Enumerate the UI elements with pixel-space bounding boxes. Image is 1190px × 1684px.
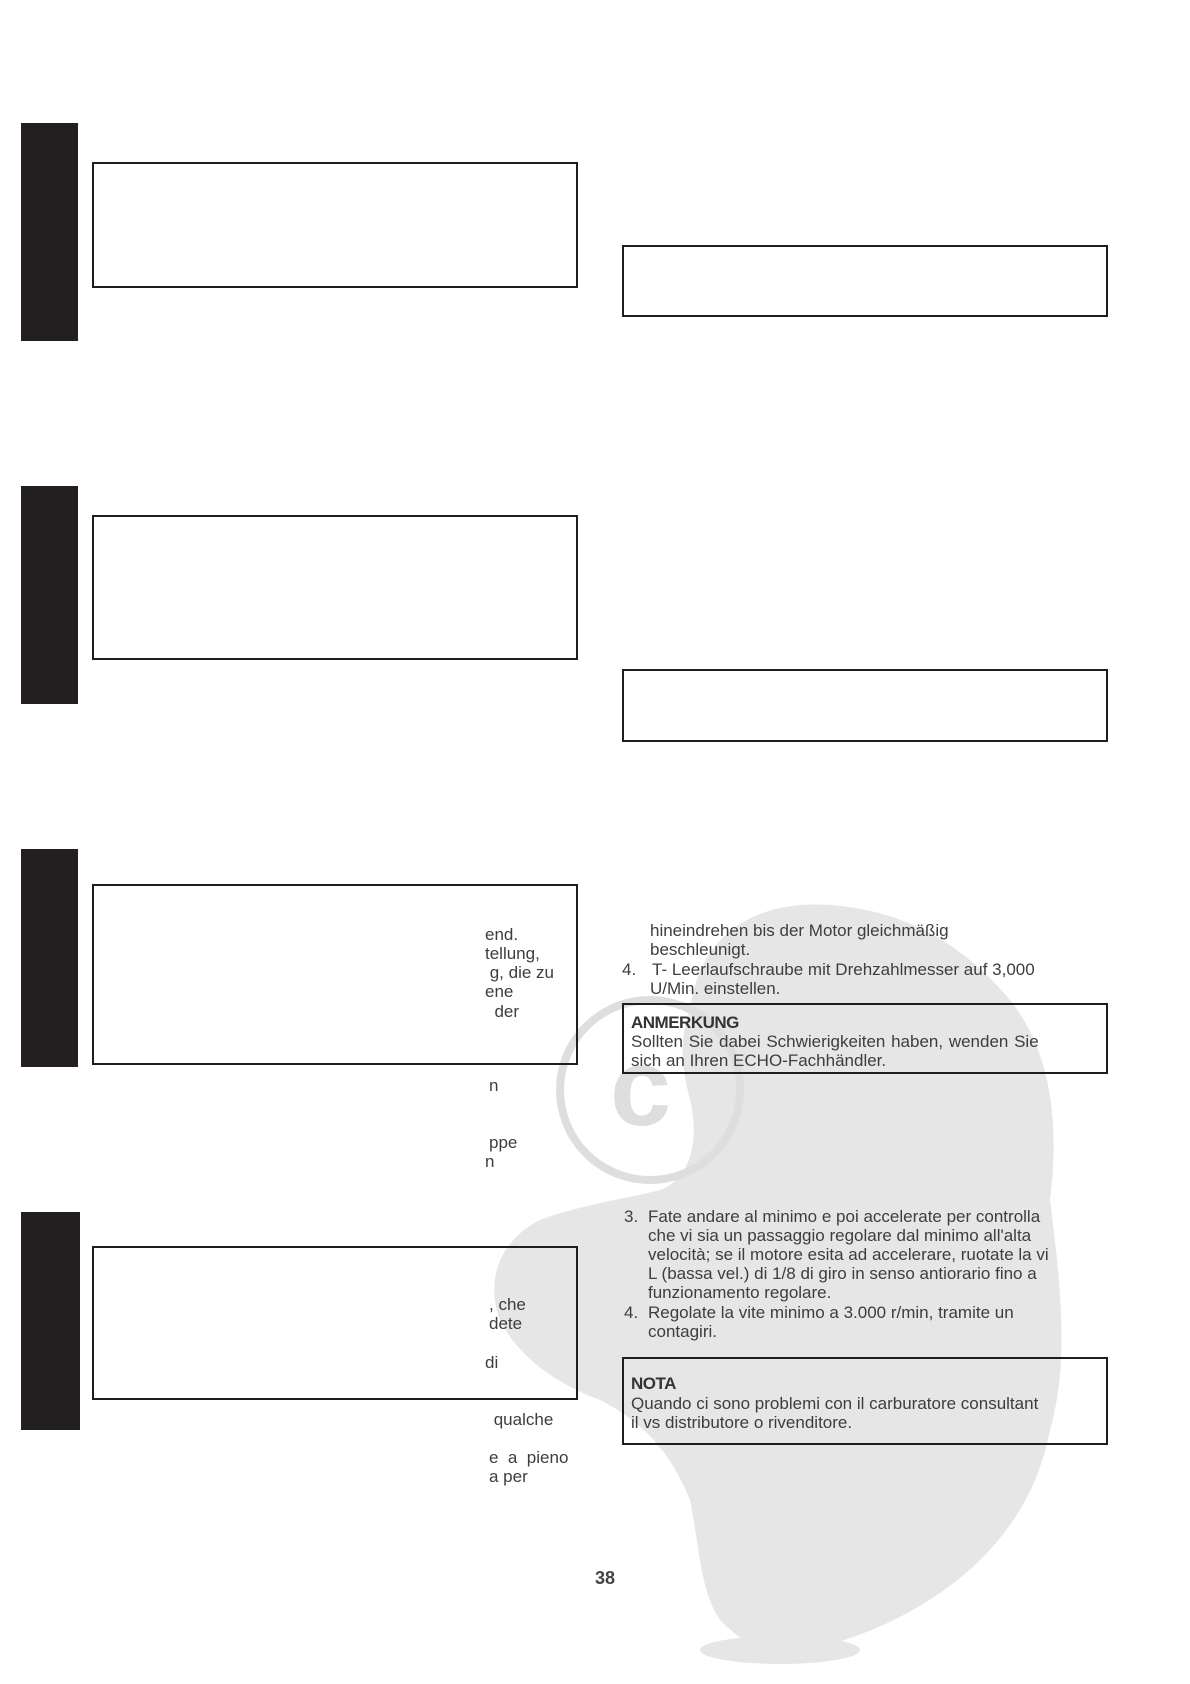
empty-frame-left-2 (92, 515, 578, 660)
section-tab-1 (21, 123, 78, 341)
empty-frame-right-2 (622, 669, 1108, 742)
italian-note-title: NOTA (631, 1374, 676, 1393)
italian-item-3-text: velocità; se il motore esita ad accelerare, ruotate la vi (648, 1245, 1049, 1264)
fragment-text: g, die zu (485, 963, 554, 982)
section-tab-3 (21, 849, 78, 1067)
italian-item-4-text: contagiri. (648, 1322, 717, 1341)
empty-frame-left-1 (92, 162, 578, 288)
italian-note-text: il vs distributore o rivenditore. (631, 1413, 853, 1432)
fragment-text: n (489, 1076, 499, 1095)
fragment-text: end. (485, 925, 519, 944)
page-number: 38 (594, 1568, 616, 1588)
german-continuation-line: beschleunigt. (650, 940, 751, 959)
italian-item-4-number: 4. (624, 1303, 639, 1322)
german-item-4-text: U/Min. einstellen. (650, 979, 781, 998)
empty-frame-right-1 (622, 245, 1108, 317)
fragment-text: di (485, 1353, 499, 1372)
german-note-title: ANMERKUNG (631, 1013, 739, 1032)
italian-item-3-number: 3. (624, 1207, 639, 1226)
svg-text:c: c (610, 1026, 672, 1149)
german-note-box (622, 1003, 1108, 1074)
fragment-text: qualche (489, 1410, 554, 1429)
italian-item-3-text: che vi sia un passaggio regolare dal minimo all'alta (648, 1226, 1032, 1245)
fragment-text: dete (489, 1314, 523, 1333)
fragment-text: ene (485, 982, 514, 1001)
german-note-text: sich an Ihren ECHO-Fachhändler. (631, 1051, 887, 1070)
fragment-text: , che (489, 1295, 526, 1314)
section-tab-4 (21, 1212, 80, 1430)
italian-note-text: Quando ci sono problemi con il carburatore consultant (631, 1394, 1039, 1413)
fragment-text: n (485, 1152, 495, 1171)
italian-item-3-text: funzionamento regolare. (648, 1283, 832, 1302)
italian-item-4-text: Regolate la vite minimo a 3.000 r/min, tramite un (648, 1303, 1014, 1322)
german-item-4-number: 4. (622, 960, 637, 979)
fragment-text: der (485, 1002, 520, 1021)
german-item-4-text: T- Leerlaufschraube mit Drehzahlmesser auf 3,000 (652, 960, 1035, 979)
fragment-text: a per (489, 1467, 528, 1486)
italian-note-box (622, 1357, 1108, 1445)
german-continuation-line: hineindrehen bis der Motor gleichmäßig (650, 921, 949, 940)
italian-item-3-text: L (bassa vel.) di 1/8 di giro in senso antiorario fino a (648, 1264, 1037, 1283)
fragment-text: e a pieno (489, 1448, 569, 1467)
german-note-text: Sollten Sie dabei Schwierigkeiten haben, wenden Sie (631, 1032, 1039, 1051)
fragment-text: ppe (489, 1133, 518, 1152)
fragment-text: tellung, (485, 944, 540, 963)
section-tab-2 (21, 486, 78, 704)
italian-item-3-text: Fate andare al minimo e poi accelerate per controlla (648, 1207, 1041, 1226)
